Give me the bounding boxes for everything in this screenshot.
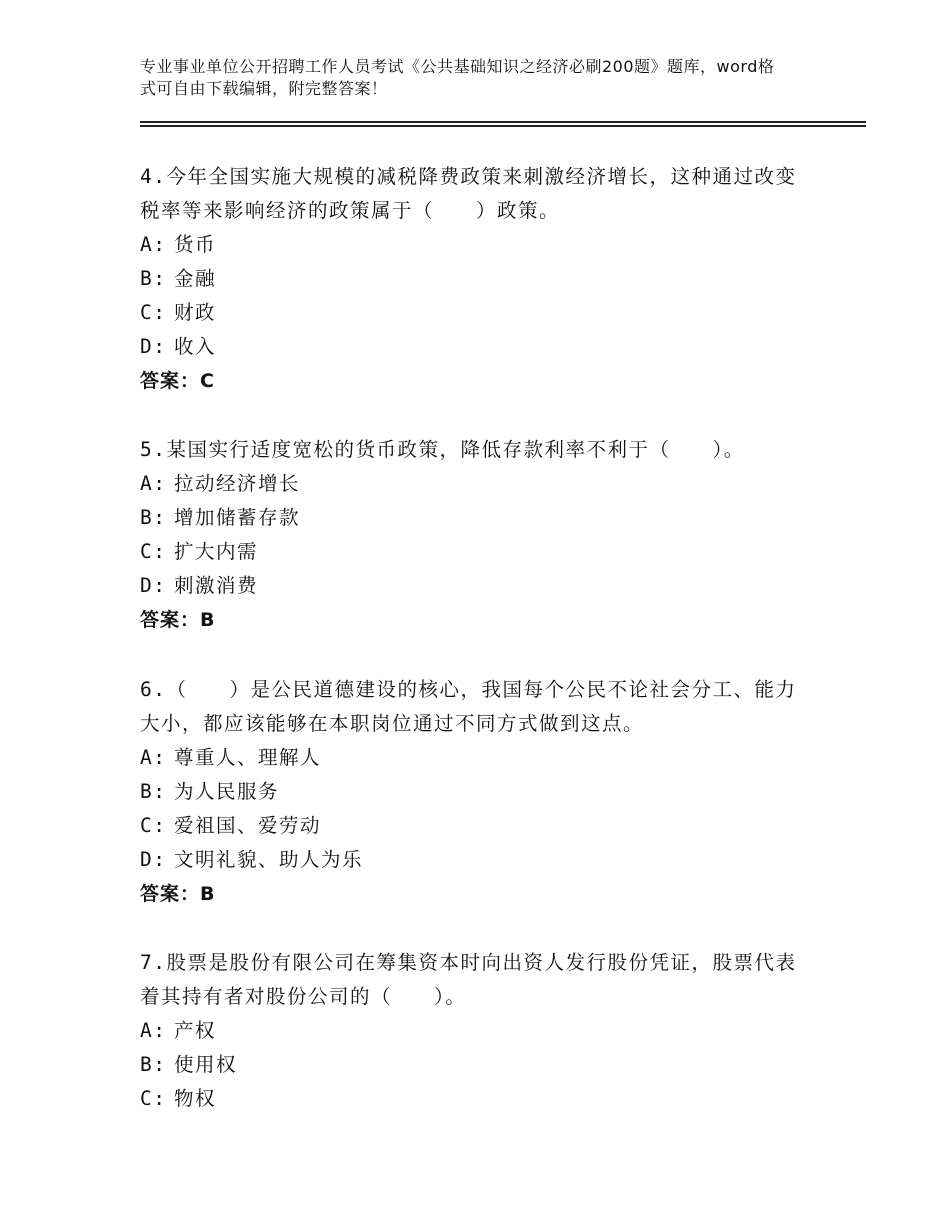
- question-6: [140, 673, 810, 911]
- option-letter: A:: [140, 472, 167, 495]
- option-d: [140, 843, 810, 877]
- option-text: 刺激消费: [174, 574, 259, 597]
- option-b: [140, 1048, 810, 1082]
- option-text: 物权: [174, 1087, 217, 1110]
- option-text: 文明礼貌、助人为乐: [174, 848, 364, 871]
- question-4: [140, 160, 810, 398]
- header-divider-top: [140, 121, 866, 123]
- option-d: [140, 569, 810, 603]
- option-text: 尊重人、理解人: [174, 746, 322, 769]
- question-stem: 7.股票是股份有限公司在筹集资本时向出资人发行股份凭证，股票代表着其持有者对股份公司的（ ）。: [140, 951, 797, 1008]
- option-letter: B:: [140, 267, 167, 290]
- question-5: [140, 433, 810, 637]
- option-b: [140, 775, 810, 809]
- option-letter: D:: [140, 848, 167, 871]
- option-text: 增加储蓄存款: [174, 506, 301, 529]
- option-letter: C:: [140, 814, 167, 837]
- option-b: [140, 262, 810, 296]
- question-stem: 4.今年全国实施大规模的减税降费政策来刺激经济增长，这种通过改变税率等来影响经济的政策属于（ ）政策。: [140, 165, 797, 222]
- option-letter: B:: [140, 780, 167, 803]
- option-letter: C:: [140, 301, 167, 324]
- option-text: 产权: [174, 1019, 217, 1042]
- question-stem: 6.（ ）是公民道德建设的核心，我国每个公民不论社会分工、能力大小，都应该能够在本职岗位通过不同方式做到这点。: [140, 678, 797, 735]
- option-c: [140, 809, 810, 843]
- option-text: 为人民服务: [174, 780, 280, 803]
- option-text: 货币: [174, 233, 217, 256]
- option-letter: A:: [140, 1019, 167, 1042]
- option-c: [140, 1082, 810, 1116]
- document-header: 专业事业单位公开招聘工作人员考试《公共基础知识之经济必刷200题》题库，word格式可自由下载编辑，附完整答案！: [140, 57, 775, 98]
- option-letter: D:: [140, 574, 167, 597]
- option-c: [140, 296, 810, 330]
- option-a: [140, 741, 810, 775]
- question-stem: 5.某国实行适度宽松的货币政策，降低存款利率不利于（ ）。: [140, 438, 745, 461]
- answer-line: 答案：B: [140, 883, 216, 905]
- option-letter: B:: [140, 1053, 167, 1076]
- option-letter: C:: [140, 540, 167, 563]
- option-text: 财政: [174, 301, 217, 324]
- answer-line: 答案：B: [140, 609, 216, 631]
- header-divider-bottom: [140, 125, 866, 127]
- option-letter: D:: [140, 335, 167, 358]
- option-a: [140, 467, 810, 501]
- option-a: [140, 1014, 810, 1048]
- option-text: 扩大内需: [174, 540, 259, 563]
- option-letter: B:: [140, 506, 167, 529]
- option-c: [140, 535, 810, 569]
- option-text: 收入: [174, 335, 217, 358]
- option-a: [140, 228, 810, 262]
- answer-line: 答案：C: [140, 370, 215, 392]
- option-letter: C:: [140, 1087, 167, 1110]
- question-7: [140, 946, 810, 1116]
- option-d: [140, 330, 810, 364]
- option-text: 爱祖国、爱劳动: [174, 814, 322, 837]
- option-text: 金融: [174, 267, 217, 290]
- option-text: 拉动经济增长: [174, 472, 301, 495]
- option-b: [140, 501, 810, 535]
- option-text: 使用权: [174, 1053, 238, 1076]
- option-letter: A:: [140, 233, 167, 256]
- option-letter: A:: [140, 746, 167, 769]
